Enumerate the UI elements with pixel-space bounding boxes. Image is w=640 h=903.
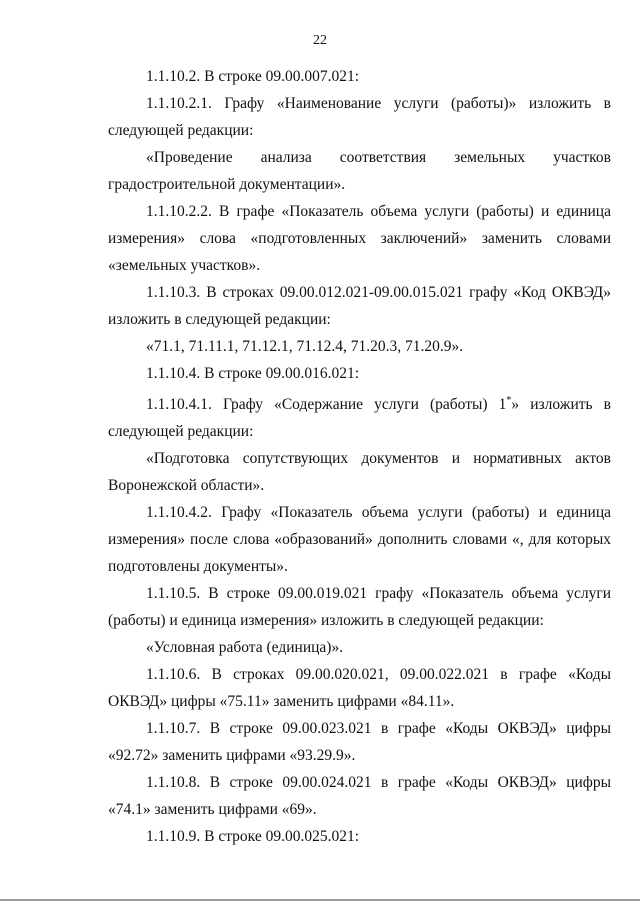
document-body [108, 63, 611, 850]
paragraph-1-1-10-3: 1.1.10.3. В строках 09.00.012.021-09.00.015.021 графу «Код ОКВЭД» изложить в следующей редакции: [108, 284, 611, 328]
paragraph-quote-preparation: «Подготовка сопутствующих документов и нормативных актов Воронежской области». [108, 450, 611, 495]
paragraph-1-1-10-4-1: 1.1.10.4.1. Графу «Содержание услуги (работы) 1*» изложить в следующей редакции: [108, 395, 611, 441]
paragraph-1-1-10-2-1: 1.1.10.2.1. Графу «Наименование услуги (работы)» изложить в следующей редакции: [108, 95, 611, 139]
paragraph-1-1-10-8: 1.1.10.8. В строке 09.00.024.021 в графе «Коды ОКВЭД» цифры «74.1» заменить цифрами «69». [108, 774, 611, 819]
paragraph-quote-conditional-work: «Условная работа (единица)». [146, 639, 344, 657]
page-bottom-border [0, 899, 640, 901]
paragraph-1-1-10-4-2: 1.1.10.4.2. Графу «Показатель объема услуги (работы) и единица измерения» после слова «образований» дополнить словами «, для которых подготовлены документы». [108, 504, 611, 576]
paragraph-1-1-10-2: 1.1.10.2. В строке 09.00.007.021: [146, 68, 360, 85]
paragraph-1-1-10-2-2: 1.1.10.2.2. В графе «Показатель объема услуги (работы) и единица измерения» слова «подготовленных заключений» заменить словами «земельных участков». [108, 203, 611, 274]
paragraph-1-1-10-9: 1.1.10.9. В строке 09.00.025.021: [146, 828, 360, 846]
paragraph-1-1-10-7: 1.1.10.7. В строке 09.00.023.021 в графе «Коды ОКВЭД» цифры «92.72» заменить цифрами «93.29.9». [108, 720, 611, 765]
page-number: 22 [313, 33, 327, 48]
paragraph-okved-codes: «71.1, 71.11.1, 71.12.1, 71.12.4, 71.20.3, 71.20.9». [146, 338, 464, 355]
footnote-marker: * [506, 395, 512, 406]
paragraph-1-1-10-5: 1.1.10.5. В строке 09.00.019.021 графу «Показатель объема услуги (работы) и единица измерения» изложить в следующей редакции: [108, 585, 611, 630]
paragraph-1-1-10-4: 1.1.10.4. В строке 09.00.016.021: [146, 365, 360, 382]
paragraph-1-1-10-6: 1.1.10.6. В строках 09.00.020.021, 09.00.022.021 в графе «Коды ОКВЭД» цифры «75.11» заменить цифрами «84.11». [108, 666, 611, 711]
paragraph-quote-analysis: «Проведение анализа соответствия земельных участков градостроительной документации». [108, 149, 611, 193]
